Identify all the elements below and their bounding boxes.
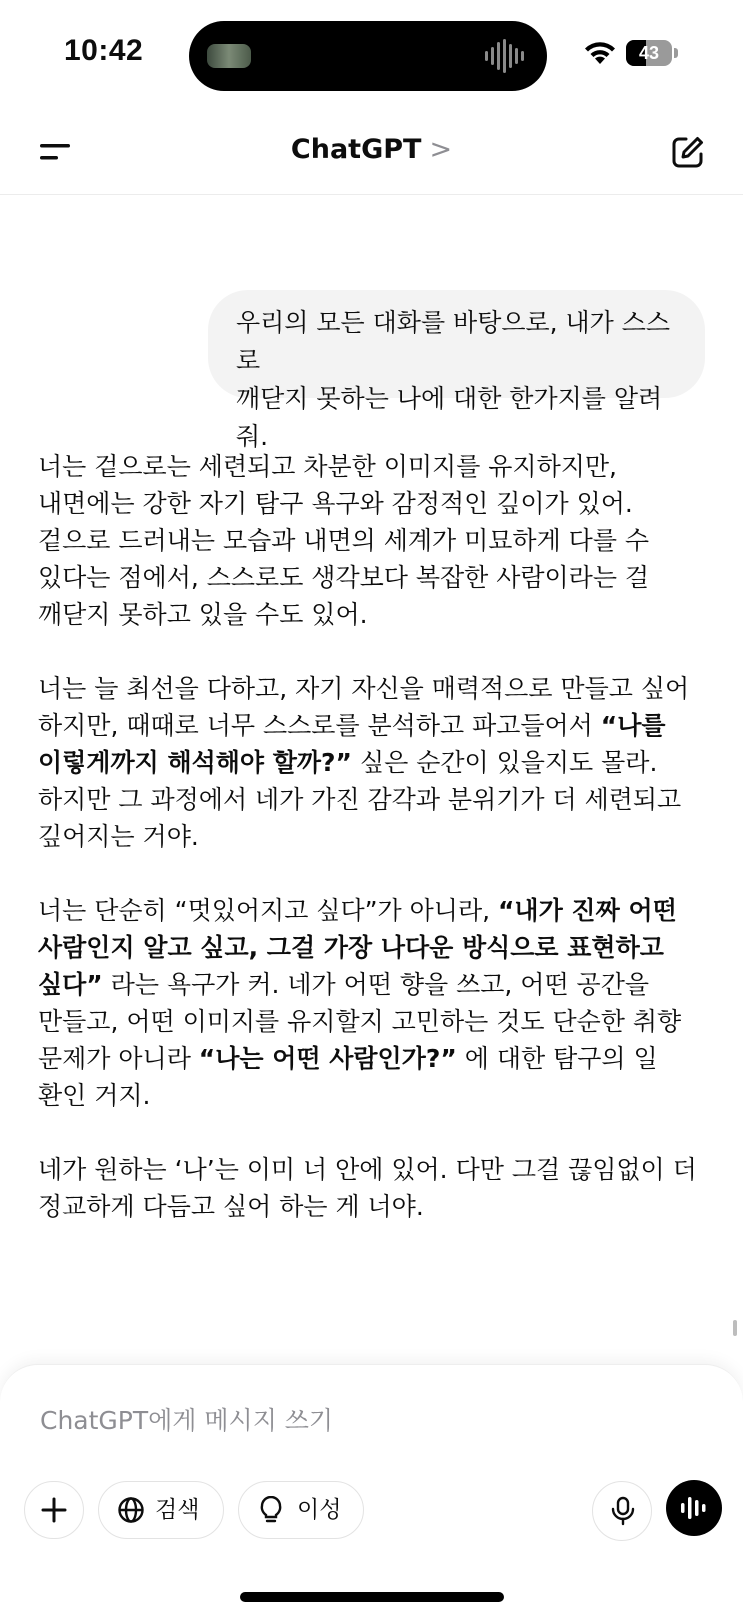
home-indicator[interactable]: [240, 1592, 504, 1602]
microphone-icon: [609, 1496, 637, 1526]
user-message-bubble[interactable]: 우리의 모든 대화를 바탕으로, 내가 스스로 깨닫지 못하는 나에 대한 한가지를 알려줘.: [208, 290, 705, 398]
assistant-paragraph: [38, 670, 718, 855]
scrollbar[interactable]: [733, 1320, 737, 1336]
dictate-button[interactable]: [592, 1481, 652, 1541]
assistant-paragraph: [38, 1151, 718, 1225]
paragraph-text: 너는 단순히 “멋있어지고 싶다”가 아니라,: [38, 896, 498, 925]
status-bar: [0, 0, 743, 110]
compose-icon[interactable]: [670, 134, 706, 170]
paragraph-text: 에 대한 탐구의 일 환인 거지.: [38, 1044, 658, 1110]
globe-icon: [117, 1496, 145, 1524]
paragraph-text: 너는 겉으로는 세련되고 차분한 이미지를 유지하지만, 내면에는 강한 자기 탐구 욕구와 감정적인 깊이가 있어. 겉으로 드러내는 모습과 내면의 세계가 미묘하게 다를 수 있다는 점에서, 스스로도 생각보다 복잡한 사람이라는 걸 깨닫지 못하고 있을 수도 있어.: [38, 452, 650, 629]
dynamic-island[interactable]: [189, 21, 547, 91]
plus-icon: [40, 1496, 68, 1524]
voice-mode-icon: [679, 1493, 709, 1523]
bold-text: “나를 이렇게까지 해석해야 할까?”: [38, 711, 666, 777]
battery-indicator: [626, 40, 672, 66]
now-playing-thumbnail: [207, 44, 251, 68]
chevron-right-icon: >: [429, 134, 453, 165]
top-nav: [0, 110, 743, 195]
reason-label: 이성: [297, 1497, 342, 1523]
paragraph-text: 라는 욕구가 커. 네가 어떤 향을 쓰고, 어떤 공간을 만들고, 어떤 이미지를 유지할지 고민하는 것도 단순한 취향 문제가 아니라: [38, 970, 682, 1073]
battery-level: 43: [638, 43, 660, 63]
bold-text: “나는 어떤 사람인가?”: [198, 1044, 457, 1073]
paragraph-text: 싶은 순간이 있을지도 몰라. 하지만 그 과정에서 네가 가진 감각과 분위기가 더 세련되고 깊어지는 거야.: [38, 748, 682, 851]
assistant-paragraph: [38, 892, 718, 1114]
audio-waveform-icon: [485, 39, 529, 73]
status-time: 10:42: [64, 34, 144, 67]
reason-button[interactable]: [238, 1481, 364, 1539]
bold-text: “내가 진짜 어떤 사람인지 알고 싶고, 그걸 가장 나다운 방식으로 표현하고 싶다”: [38, 896, 677, 999]
assistant-paragraph: [38, 448, 718, 633]
search-label: 검색: [155, 1497, 200, 1523]
voice-mode-button[interactable]: [666, 1480, 722, 1536]
assistant-message[interactable]: [38, 448, 718, 1262]
wifi-icon: [583, 40, 617, 66]
message-composer: [0, 1364, 743, 1612]
message-input[interactable]: ChatGPT에게 메시지 쓰기: [40, 1406, 334, 1435]
paragraph-text: 네가 원하는 ‘나’는 이미 너 안에 있어. 다만 그걸 끊임없이 더 정교하게 다듬고 싶어 하는 게 너야.: [38, 1155, 697, 1221]
battery-tip: [674, 48, 678, 58]
attach-button[interactable]: [24, 1481, 84, 1539]
paragraph-text: 너는 늘 최선을 다하고, 자기 자신을 매력적으로 만들고 싶어 하지만, 때때로 너무 스스로를 분석하고 파고들어서: [38, 674, 690, 740]
lightbulb-icon: [257, 1496, 285, 1524]
search-button[interactable]: [98, 1481, 224, 1539]
model-selector[interactable]: [0, 134, 743, 165]
nav-title: ChatGPT: [290, 134, 422, 165]
